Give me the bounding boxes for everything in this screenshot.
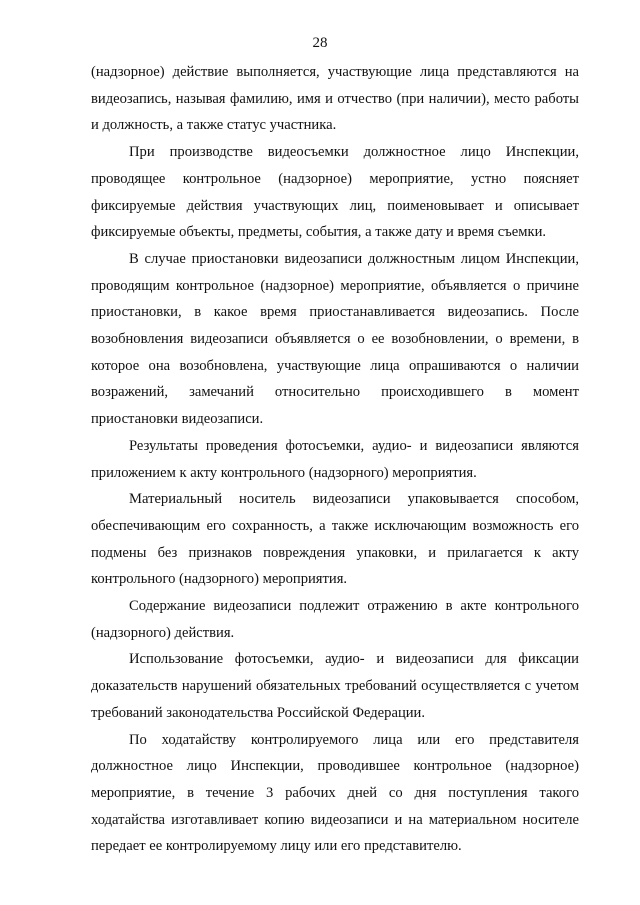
paragraph-recording-suspension: В случае приостановки видеозаписи должностным лицом Инспекции, проводящим контрольное (надзорное) мероприятие, объявляется о причине приостановки, в какое время приостанавливается видеозапись. После возобновления видеозаписи объявляется о ее возобновлении, о времени, в которое она возобновлена, участвующие лица опрашиваются о наличии возражений, замечаний относительно происходившего в момент приостановки видеозаписи. — [91, 250, 579, 428]
paragraph-evidence-fixation: Использование фотосъемки, аудио- и видеозаписи для фиксации доказательств нарушений обязательных требований осуществляется с учетом требований законодательства Российской Федерации. — [91, 651, 579, 721]
paragraph-storage-medium-packaging: Материальный носитель видеозаписи упаковывается способом, обеспечивающим его сохранность, а также исключающим возможность его подмены без признаков повреждения упаковки, и прилагается к акту контрольного (надзорного) мероприятия. — [91, 491, 579, 588]
page-number: 28 — [312, 35, 328, 51]
paragraph-recording-results-attachment: Результаты проведения фотосъемки, аудио- и видеозаписи являются приложением к акту контрольного (надзорного) мероприятия. — [91, 437, 579, 481]
paragraph-continued: (надзорное) действие выполняется, участвующие лица представляются на видеозапись, называя фамилию, имя и отчество (при наличии), место работы и должность, а также статус участника. — [91, 64, 579, 134]
paragraph-video-recording-commentary: При производстве видеосъемки должностное лицо Инспекции, проводящее контрольное (надзорное) мероприятие, устно поясняет фиксируемые действия участвующих лиц, поименовывает и описывает фиксируемые объекты, предметы, события, а также дату и время съемки. — [91, 144, 579, 241]
paragraph-copy-on-request: По ходатайству контролируемого лица или его представителя должностное лицо Инспекции, проводившее контрольное (надзорное) мероприятие, в течение 3 рабочих дней со дня поступления такого ходатайства изготавливает копию видеозаписи и на материальном носителе передает ее контролируемому лицу или его представителю. — [91, 731, 579, 855]
document-body — [91, 59, 579, 860]
paragraph-recording-content-in-act: Содержание видеозаписи подлежит отражению в акте контрольного (надзорного) действия. — [91, 598, 579, 641]
